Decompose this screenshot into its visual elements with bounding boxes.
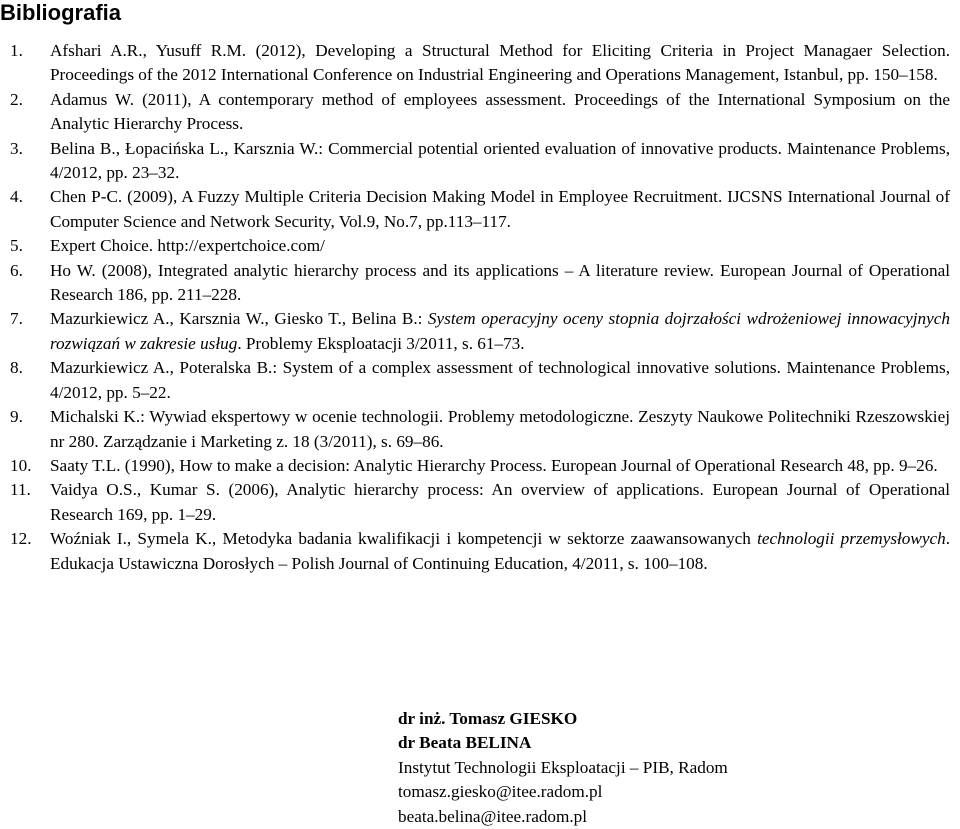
reference-item bbox=[0, 307, 960, 356]
reference-text-part: Mazurkiewicz A., Poteralska B.: System of a complex assessment of technological innovative solutions. Maintenance Problems, 4/2012, pp. 5–22. bbox=[50, 358, 950, 402]
reference-item bbox=[0, 478, 960, 527]
author-institute: Instytut Technologii Eksploatacji – PIB, Radom bbox=[398, 757, 728, 777]
author-email-1[interactable]: tomasz.giesko@itee.radom.pl bbox=[398, 782, 603, 802]
reference-item bbox=[0, 88, 960, 137]
section-heading: Bibliografia bbox=[0, 0, 122, 25]
reference-text-part: Chen P-C. (2009), A Fuzzy Multiple Criteria Decision Making Model in Employee Recruitment. IJCSNS International Journal of Computer Science and Network Security, Vol.9, No.7, pp.113–117. bbox=[50, 187, 950, 231]
reference-text-part: Ho W. (2008), Integrated analytic hierarchy process and its applications – A literature review. European Journal of Operational Research 186, pp. 211–228. bbox=[50, 260, 950, 305]
reference-text-part: Saaty T.L. (1990), How to make a decision: Analytic Hierarchy Process. European Journal of Operational Research 48, pp. 9–26. bbox=[50, 455, 938, 475]
reference-number: 6. bbox=[10, 260, 23, 280]
reference-text bbox=[50, 259, 950, 308]
reference-number: 2. bbox=[10, 89, 23, 109]
reference-item bbox=[0, 185, 960, 234]
reference-text bbox=[50, 356, 950, 405]
reference-text-part: Woźniak I., Symela K., Metodyka badania kwalifikacji i kompetencji w sektorze zaawansowanych bbox=[50, 529, 758, 549]
reference-text-part: Mazurkiewicz A., Karsznia W., Giesko T., Belina B.: bbox=[50, 309, 428, 329]
reference-text-part: . Edukacja Ustawiczna Dorosłych – Polish Journal of Continuing Education, 4/2011, s. 100–108. bbox=[50, 529, 950, 573]
author-email-2[interactable]: beata.belina@itee.radom.pl bbox=[398, 806, 588, 826]
reference-text bbox=[50, 185, 950, 234]
reference-text-part: Expert Choice. http://expertchoice.com/ bbox=[50, 236, 325, 256]
reference-number: 10. bbox=[10, 455, 32, 475]
reference-number: 9. bbox=[10, 407, 23, 427]
reference-text bbox=[30, 454, 950, 478]
reference-title-italic: technologii przemysłowych bbox=[757, 529, 946, 549]
reference-number: 5. bbox=[10, 236, 23, 256]
reference-text bbox=[50, 307, 950, 356]
reference-title-italic: System operacyjny oceny stopnia dojrzałości wdrożeniowej innowacyjnych rozwiązań w zakresie usług bbox=[50, 309, 950, 353]
reference-item bbox=[0, 39, 960, 88]
reference-number: 7. bbox=[10, 309, 23, 329]
reference-item bbox=[0, 527, 960, 576]
reference-text bbox=[50, 137, 950, 186]
reference-text bbox=[30, 527, 950, 576]
reference-item bbox=[0, 234, 960, 258]
reference-text-part: Belina B., Łopacińska L., Karsznia W.: Commercial potential oriented evaluation of innovative products. Maintenance Problems, 4/2012, pp. 23–32. bbox=[50, 138, 950, 183]
reference-item bbox=[0, 405, 960, 454]
reference-number: 11. bbox=[10, 480, 31, 500]
reference-number: 3. bbox=[10, 138, 23, 158]
reference-text[interactable] bbox=[50, 234, 950, 258]
author-name-1: dr inż. Tomasz GIESKO bbox=[398, 709, 578, 728]
reference-list bbox=[0, 39, 960, 576]
reference-number: 1. bbox=[10, 41, 23, 60]
reference-item bbox=[0, 137, 960, 186]
reference-text-part: Adamus W. (2011), A contemporary method of employees assessment. Proceedings of the International Symposium on the Analytic Hierarchy Process. bbox=[50, 89, 950, 134]
reference-number: 8. bbox=[10, 358, 23, 378]
reference-text-part: . Problemy Eksploatacji 3/2011, s. 61–73. bbox=[237, 333, 525, 353]
author-name-2: dr Beata BELINA bbox=[398, 733, 532, 753]
author-block bbox=[398, 707, 728, 829]
reference-text-part: Michalski K.: Wywiad ekspertowy w ocenie technologii. Problemy metodologiczne. Zeszyty Naukowe Politechniki Rzeszowskiej nr 280. Zarządzanie i Marketing z. 18 (3/2011), s. 69–86. bbox=[50, 407, 950, 451]
reference-number: 4. bbox=[10, 187, 23, 207]
reference-number: 12. bbox=[10, 529, 32, 549]
reference-text bbox=[50, 39, 950, 88]
reference-item bbox=[0, 259, 960, 308]
reference-text-part: Afshari A.R., Yusuff R.M. (2012), Developing a Structural Method for Eliciting Criteria in Project Managaer Selection. Proceedings of the 2012 International Conference on Industrial Engineering and Operations Management, Istanbul, pp. 150–158. bbox=[50, 41, 950, 85]
reference-item bbox=[0, 356, 960, 405]
reference-text bbox=[30, 478, 950, 527]
reference-item bbox=[0, 454, 960, 478]
reference-text-part: Vaidya O.S., Kumar S. (2006), Analytic hierarchy process: An overview of applications. European Journal of Operational Research 169, pp. 1–29. bbox=[50, 480, 950, 524]
reference-text bbox=[50, 405, 950, 454]
reference-text bbox=[50, 88, 950, 137]
